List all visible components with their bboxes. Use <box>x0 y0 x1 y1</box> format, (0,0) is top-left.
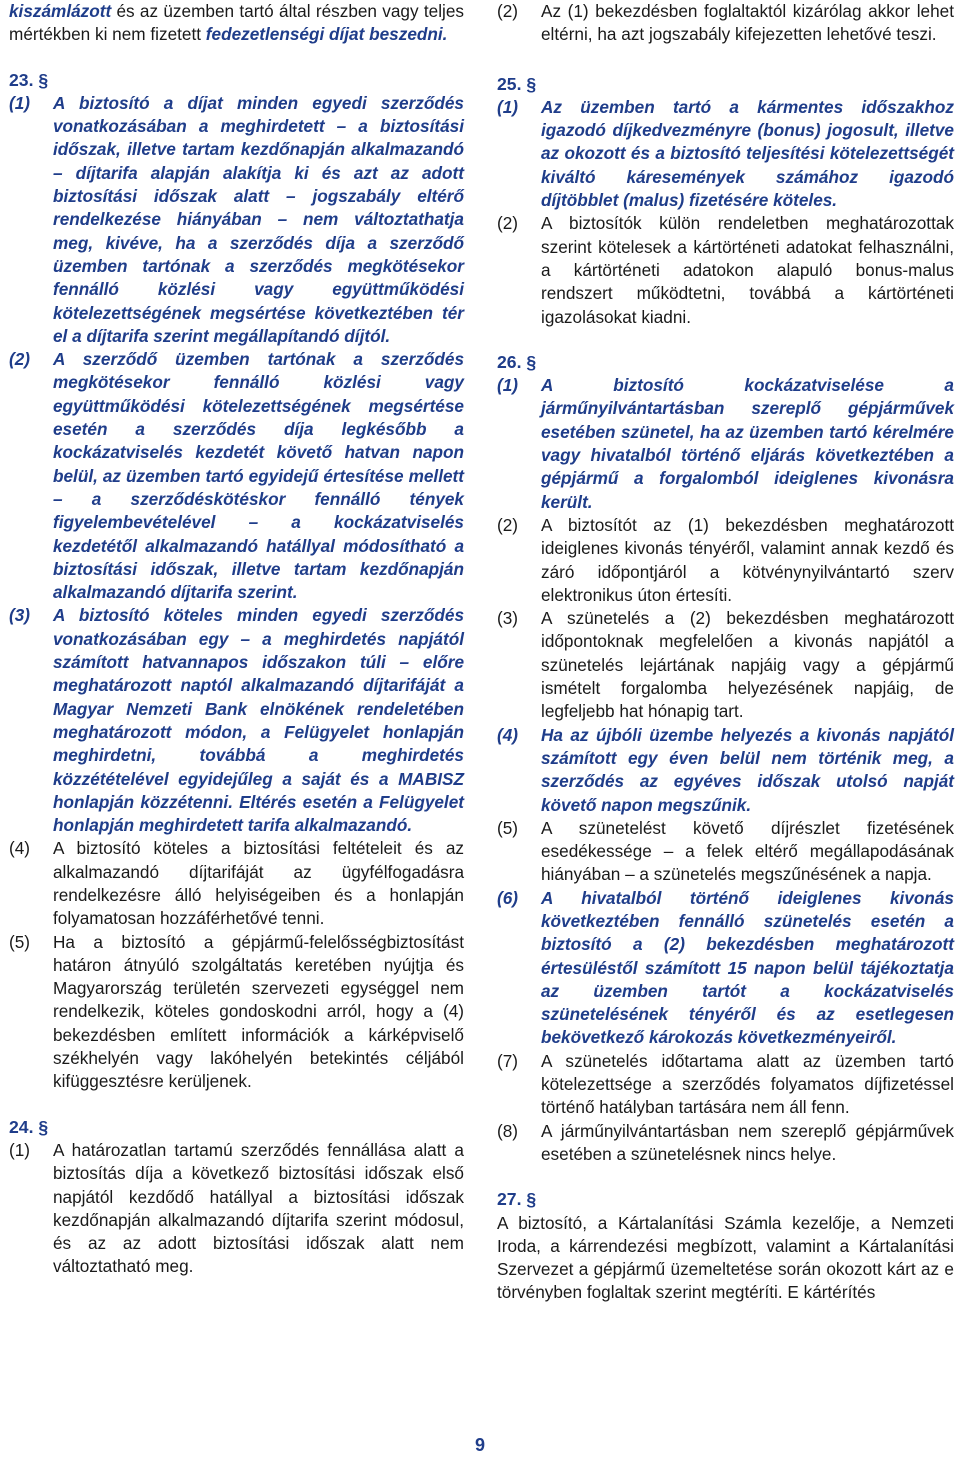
left-column <box>9 0 464 1279</box>
paragraph-text: A határozatlan tartamú szerződés fennállása alatt a biztosítás díja a következő biztosítási időszak első napjától kezdődő hatállyal a biztosítási időszak kezdőnapján alkalmazandó díjtarifa szerint módosul, és az az adott biztosítási időszak alatt nem változtatható meg. <box>53 1139 464 1277</box>
paragraph-text: Ha a biztosító a gépjármű-felelősségbiztosítást határon átnyúló szolgáltatás keretében nyújtja és Magyarország területén szervezeti egységgel nem rendelkezik, köteles gondoskodni arról, hogy a (4) bekezdésben említett információk a kárképviselő székhelyén vagy lakóhelyén betekintés céljából kifüggesztésre kerüljenek. <box>53 931 464 1092</box>
paragraph-number: (1) <box>9 92 31 113</box>
section-27-text: A biztosító, a Kártalanítási Számla kezelője, a Nemzeti Iroda, a kárrendezési megbízott, valamint a Kártalanítási Szervezet a gépjármű üzemeltetése során okozott kárt az e törvényben foglaltak szerint megtéríti. E kártérítés <box>497 1212 954 1303</box>
section-23-paragraph-2 <box>9 348 464 604</box>
section-23-paragraph-1 <box>9 92 464 348</box>
paragraph-text: A biztosító köteles a biztosítási feltételeit és az alkalmazandó díjtarifáját az ügyfélfogadásra rendelkezésre álló helyiségeiben és a honlapján folyamatosan hozzáférhetővé tenni. <box>53 838 464 929</box>
paragraph-number: (2) <box>497 213 519 234</box>
paragraph-text: A szünetelés a (2) bekezdésben meghatározott időpontoknak megfelelően a kivonás napjától a szünetelés lejártának napjáig vagy a gépjármű ismételt forgalomba helyezésének napjáig, de legfeljebb hat hónapig tart. <box>541 608 954 722</box>
paragraph-text: A szünetelés időtartama alatt az üzemben tartó kötelezettsége a szerződés folyamatos díjfizetéssel történő hatályban tartására nem áll fenn. <box>541 1050 954 1118</box>
paragraph-text: A biztosítót az (1) bekezdésben meghatározott ideiglenes kivonás tényéről, valamint annak kezdő és záró időpontjáról a kötvénynyilvántartó szerv elektronikus úton értesíti. <box>541 514 954 605</box>
intro-paragraph <box>9 0 464 47</box>
section-24-paragraph-2 <box>497 0 954 47</box>
section-26-heading <box>497 351 954 374</box>
section-26-paragraph-4 <box>497 724 954 817</box>
section-25-paragraph-1 <box>497 96 954 212</box>
paragraph-number: (6) <box>497 887 519 908</box>
paragraph-number: (3) <box>497 608 519 629</box>
section-number: 26. § <box>497 351 537 372</box>
section-23-paragraph-3 <box>9 604 464 837</box>
paragraph-number: (5) <box>9 931 31 952</box>
section-number: 24. § <box>9 1116 49 1137</box>
paragraph-text: Az (1) bekezdésben foglaltaktól kizárólag akkor lehet eltérni, ha azt jogszabály kifejezetten lehetővé teszi. <box>541 1 954 45</box>
paragraph-number: (7) <box>497 1050 519 1071</box>
paragraph-number: (2) <box>9 349 31 370</box>
section-27-heading <box>497 1188 954 1211</box>
section-26-paragraph-1 <box>497 374 954 514</box>
paragraph-number: (1) <box>497 375 519 396</box>
page-number: 9 <box>474 1435 485 1455</box>
intro-highlight-1: kiszámlázott <box>9 1 112 21</box>
right-column <box>497 0 954 1305</box>
paragraph-text: A hivatalból történő ideiglenes kivonás következtében fennálló szünetelés esetén a biztosító a (2) bekezdésben meghatározott értesüléstől számított 15 napon belül tájékoztatja az üzemben tartót a kockázatviselés szünetelésének tényéről és az esetlegesen bekövetkező károkozás következményeiről. <box>541 887 954 1048</box>
section-26-paragraph-8 <box>497 1120 954 1167</box>
section-25-paragraph-2 <box>497 212 954 328</box>
paragraph-text: A szünetelést követő díjrészlet fizetésének esedékessége – a felek eltérő megállapodásának hiányában – a szünetelés megszűnésének a napja. <box>541 817 954 885</box>
intro-middle: és az üzemben tartó által részben vagy teljes mértékben ki nem fizetett <box>9 1 464 45</box>
paragraph-number: (2) <box>497 1 519 21</box>
section-23-paragraph-4 <box>9 837 464 930</box>
section-26-paragraph-6 <box>497 887 954 1050</box>
intro-highlight-2: fedezetlenségi díjat beszedni. <box>205 24 448 45</box>
section-26-paragraph-5 <box>497 817 954 887</box>
paragraph-text: A biztosítók külön rendeletben meghatározottak szerint kötelesek a kártörténeti adatokat felhasználni, a kártörténeti adatokon alapuló bonus-malus rendszert működtetni, továbbá a kártörténeti igazolásokat kiadni. <box>541 213 954 327</box>
paragraph-text: A járműnyilvántartásban nem szereplő gépjárművek esetében a szünetelésnek nincs helye. <box>541 1120 954 1164</box>
paragraph-number: (1) <box>9 1139 31 1160</box>
paragraph-text: Az üzemben tartó a kármentes időszakhoz igazodó díjkedvezményre (bonus) jogosult, illetve az okozott és a biztosító teljesítési kötelezettségét kiváltó káresemények számához igazodó díjtöbblet (malus) fizetésére köteles. <box>541 96 954 211</box>
section-24-heading <box>9 1116 464 1139</box>
paragraph-text: A biztosító a díjat minden egyedi szerződés vonatkozásában a meghirdetett – a biztosítási időszak, illetve tartam kezdőnapján alkalmazandó – díjtarifa alapján alakítja ki és azt az adott biztosítási időszak alatt – jogszabály eltérő rendelkezése hiányában – nem változtathatja meg, kivéve, ha a szerződés díja a szerződő üzemben tartónak a szerződés megkötésekor fennálló közlési vagy együttműködési kötelezettségének megsértése következtében tér el a díjtarifa szerint megállapítandó díjtól. <box>53 92 464 346</box>
paragraph-text: A szerződő üzemben tartónak a szerződés megkötésekor fennálló közlési vagy együttműködési kötelezettségének megsértése esetén a szerződés díja legkésőbb a kockázatviselés kezdetét követő hatvan napon belül, az üzemben tartó egyidejű értesítése mellett – a szerződéskötéskor fennálló tények figyelembevételével – a kockázatviselés kezdetétől alkalmazandó hatállyal módosítható a biztosítási időszak, illetve tartam kezdőnapján alkalmazandó díjtarifa szerint. <box>53 349 464 603</box>
section-number: 27. § <box>497 1189 537 1210</box>
paragraph-text: A biztosító kockázatviselése a járműnyilvántartásban szereplő gépjárművek esetében szünetel, ha az üzemben tartó kérelmére vagy hivatalból történő eljárás következtében a gépjármű a forgalomból ideiglenes kivonásra került. <box>541 375 954 512</box>
section-23-heading <box>9 69 464 92</box>
paragraph-number: (3) <box>9 605 31 626</box>
paragraph-text: Ha az újbóli üzembe helyezés a kivonás napjától számított egy éven belül nem történik meg, a szerződés az egyéves időszak utolsó napját követő napon megszűnik. <box>541 724 954 815</box>
section-26-paragraph-7 <box>497 1050 954 1120</box>
section-26-paragraph-2 <box>497 514 954 607</box>
paragraph-number: (8) <box>497 1120 519 1141</box>
paragraph-number: (2) <box>497 514 519 535</box>
paragraph-number: (1) <box>497 96 519 117</box>
section-number: 25. § <box>497 73 537 94</box>
paragraph-text: A biztosító köteles minden egyedi szerződés vonatkozásában egy – a meghirdetés napjától számított hatvannapos időszakon túli – előre meghatározott naptól alkalmazandó díjtarifáját a Magyar Nemzeti Bank elnökének rendeletében meghatározott módon, a Felügyelet honlapján meghirdetni, továbbá a meghirdetés közzétételével egyidejűleg a saját és a MABISZ honlapján közzétenni. Eltérés esetén a Felügyelet honlapján meghirdetett tarifa alkalmazandó. <box>53 605 464 836</box>
section-23-paragraph-5 <box>9 931 464 1094</box>
paragraph-number: (5) <box>497 817 519 838</box>
section-number: 23. § <box>9 69 49 90</box>
paragraph-number: (4) <box>497 724 519 745</box>
section-24-paragraph-1 <box>9 1139 464 1279</box>
section-26-paragraph-3 <box>497 607 954 723</box>
section-25-heading <box>497 73 954 96</box>
paragraph-number: (4) <box>9 838 31 859</box>
